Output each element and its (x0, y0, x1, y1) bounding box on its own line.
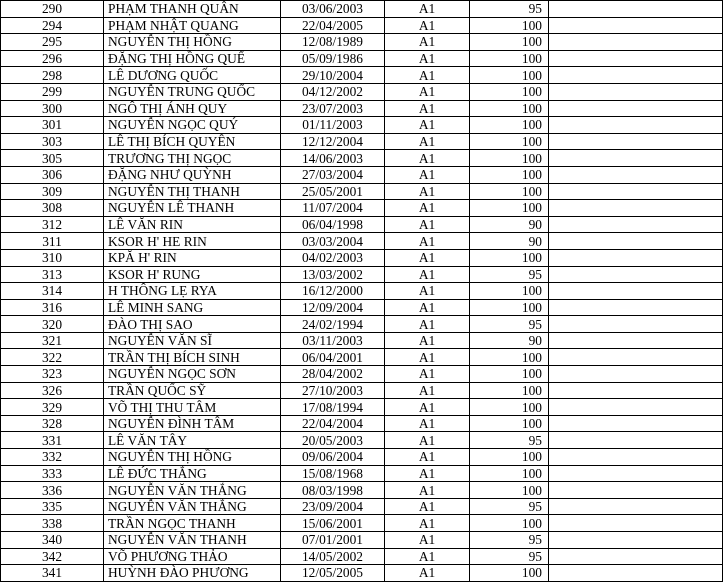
cell-empty (549, 565, 723, 582)
cell-full-name: LÊ MINH SANG (104, 299, 281, 316)
table-row (1, 1, 723, 18)
cell-full-name: LÊ THỊ BÍCH QUYÊN (104, 133, 281, 150)
cell-level: A1 (385, 117, 470, 134)
table-row (1, 465, 723, 482)
cell-level: A1 (385, 532, 470, 549)
cell-birth-date: 07/01/2001 (281, 532, 385, 549)
cell-level: A1 (385, 67, 470, 84)
cell-full-name: LÊ VĂN RIN (104, 216, 281, 233)
cell-full-name: LÊ DƯƠNG QUỐC (104, 67, 281, 84)
cell-birth-date: 14/05/2002 (281, 548, 385, 565)
table-row (1, 17, 723, 34)
cell-empty (549, 399, 723, 416)
cell-full-name: TRẦN THỊ BÍCH SINH (104, 349, 281, 366)
cell-birth-date: 06/04/2001 (281, 349, 385, 366)
cell-empty (549, 332, 723, 349)
cell-number: 341 (1, 565, 104, 582)
cell-score: 100 (470, 366, 549, 383)
cell-birth-date: 04/02/2003 (281, 249, 385, 266)
cell-birth-date: 03/11/2003 (281, 332, 385, 349)
cell-birth-date: 11/07/2004 (281, 200, 385, 217)
cell-number: 311 (1, 233, 104, 250)
cell-birth-date: 05/09/1986 (281, 50, 385, 67)
cell-number: 335 (1, 498, 104, 515)
cell-empty (549, 183, 723, 200)
cell-score: 90 (470, 332, 549, 349)
cell-full-name: TRƯƠNG THỊ NGỌC (104, 150, 281, 167)
cell-score: 100 (470, 200, 549, 217)
cell-number: 338 (1, 515, 104, 532)
cell-level: A1 (385, 100, 470, 117)
table-row (1, 548, 723, 565)
cell-number: 310 (1, 249, 104, 266)
cell-score: 95 (470, 1, 549, 18)
cell-full-name: NGUYỄN THỊ HỒNG (104, 449, 281, 466)
cell-number: 322 (1, 349, 104, 366)
cell-full-name: TRẦN NGỌC THANH (104, 515, 281, 532)
cell-score: 90 (470, 233, 549, 250)
table-row (1, 100, 723, 117)
cell-score: 90 (470, 216, 549, 233)
cell-full-name: NGUYỄN LÊ THANH (104, 200, 281, 217)
cell-full-name: NGUYỄN ĐÌNH TÂM (104, 415, 281, 432)
cell-score: 100 (470, 249, 549, 266)
cell-birth-date: 24/02/1994 (281, 316, 385, 333)
table-row (1, 200, 723, 217)
cell-number: 342 (1, 548, 104, 565)
table-row (1, 50, 723, 67)
cell-number: 299 (1, 83, 104, 100)
cell-birth-date: 15/08/1968 (281, 465, 385, 482)
cell-birth-date: 23/07/2003 (281, 100, 385, 117)
cell-number: 309 (1, 183, 104, 200)
cell-full-name: NGUYỄN VĂN THẮNG (104, 482, 281, 499)
cell-score: 95 (470, 532, 549, 549)
cell-empty (549, 382, 723, 399)
cell-empty (549, 117, 723, 134)
cell-birth-date: 17/08/1994 (281, 399, 385, 416)
cell-full-name: LÊ ĐỨC THẮNG (104, 465, 281, 482)
cell-full-name: NGUYỄN VĂN THẮNG (104, 498, 281, 515)
cell-level: A1 (385, 266, 470, 283)
cell-level: A1 (385, 183, 470, 200)
cell-birth-date: 15/06/2001 (281, 515, 385, 532)
table-row (1, 382, 723, 399)
cell-full-name: NGUYỄN TRUNG QUỐC (104, 83, 281, 100)
table-row (1, 415, 723, 432)
cell-number: 316 (1, 299, 104, 316)
table-row (1, 34, 723, 51)
table-row (1, 266, 723, 283)
cell-level: A1 (385, 17, 470, 34)
cell-full-name: KSOR H' HE RIN (104, 233, 281, 250)
cell-empty (549, 150, 723, 167)
cell-number: 300 (1, 100, 104, 117)
cell-empty (549, 548, 723, 565)
cell-full-name: ĐẶNG THỊ HỒNG QUẾ (104, 50, 281, 67)
cell-full-name: NGUYỄN THỊ THANH (104, 183, 281, 200)
cell-birth-date: 12/08/1989 (281, 34, 385, 51)
cell-empty (549, 266, 723, 283)
cell-empty (549, 366, 723, 383)
cell-score: 100 (470, 515, 549, 532)
cell-empty (549, 17, 723, 34)
cell-number: 295 (1, 34, 104, 51)
cell-number: 312 (1, 216, 104, 233)
cell-level: A1 (385, 216, 470, 233)
cell-number: 308 (1, 200, 104, 217)
cell-number: 313 (1, 266, 104, 283)
cell-score: 100 (470, 117, 549, 134)
cell-score: 100 (470, 67, 549, 84)
table-row (1, 133, 723, 150)
cell-empty (549, 465, 723, 482)
cell-score: 100 (470, 166, 549, 183)
cell-level: A1 (385, 83, 470, 100)
cell-birth-date: 20/05/2003 (281, 432, 385, 449)
cell-score: 100 (470, 150, 549, 167)
table-row (1, 316, 723, 333)
cell-level: A1 (385, 150, 470, 167)
cell-level: A1 (385, 249, 470, 266)
cell-level: A1 (385, 449, 470, 466)
cell-number: 303 (1, 133, 104, 150)
table-row (1, 67, 723, 84)
cell-empty (549, 283, 723, 300)
cell-score: 100 (470, 133, 549, 150)
cell-level: A1 (385, 382, 470, 399)
cell-level: A1 (385, 515, 470, 532)
cell-empty (549, 249, 723, 266)
cell-level: A1 (385, 34, 470, 51)
table-row (1, 366, 723, 383)
cell-score: 100 (470, 183, 549, 200)
cell-number: 333 (1, 465, 104, 482)
table-row (1, 399, 723, 416)
cell-empty (549, 515, 723, 532)
cell-empty (549, 100, 723, 117)
cell-birth-date: 12/05/2005 (281, 565, 385, 582)
cell-score: 100 (470, 100, 549, 117)
cell-level: A1 (385, 366, 470, 383)
cell-full-name: KPĂ H' RIN (104, 249, 281, 266)
cell-score: 100 (470, 399, 549, 416)
cell-number: 294 (1, 17, 104, 34)
cell-full-name: VÕ PHƯƠNG THẢO (104, 548, 281, 565)
cell-level: A1 (385, 50, 470, 67)
cell-level: A1 (385, 548, 470, 565)
cell-empty (549, 166, 723, 183)
cell-level: A1 (385, 498, 470, 515)
cell-number: 321 (1, 332, 104, 349)
cell-empty (549, 316, 723, 333)
cell-level: A1 (385, 233, 470, 250)
cell-number: 290 (1, 1, 104, 18)
cell-empty (549, 432, 723, 449)
cell-empty (549, 299, 723, 316)
cell-birth-date: 22/04/2005 (281, 17, 385, 34)
cell-full-name: PHẠM THANH QUÂN (104, 1, 281, 18)
cell-empty (549, 133, 723, 150)
cell-birth-date: 01/11/2003 (281, 117, 385, 134)
table-row (1, 482, 723, 499)
cell-level: A1 (385, 316, 470, 333)
table-row (1, 233, 723, 250)
cell-score: 100 (470, 465, 549, 482)
cell-number: 298 (1, 67, 104, 84)
cell-empty (549, 34, 723, 51)
cell-full-name: LÊ VĂN TÂY (104, 432, 281, 449)
cell-number: 320 (1, 316, 104, 333)
table-row (1, 565, 723, 582)
cell-full-name: ĐÀO THỊ SAO (104, 316, 281, 333)
cell-empty (549, 233, 723, 250)
table-row (1, 332, 723, 349)
cell-level: A1 (385, 415, 470, 432)
cell-level: A1 (385, 200, 470, 217)
cell-full-name: ĐẶNG NHƯ QUỲNH (104, 166, 281, 183)
cell-empty (549, 216, 723, 233)
cell-level: A1 (385, 482, 470, 499)
cell-level: A1 (385, 283, 470, 300)
cell-empty (549, 67, 723, 84)
cell-birth-date: 03/03/2004 (281, 233, 385, 250)
cell-full-name: H THÔNG LẸ RYA (104, 283, 281, 300)
cell-level: A1 (385, 565, 470, 582)
cell-empty (549, 498, 723, 515)
cell-score: 95 (470, 498, 549, 515)
cell-empty (549, 50, 723, 67)
table-row (1, 532, 723, 549)
cell-score: 100 (470, 449, 549, 466)
cell-number: 326 (1, 382, 104, 399)
table-row (1, 183, 723, 200)
cell-birth-date: 14/06/2003 (281, 150, 385, 167)
cell-level: A1 (385, 1, 470, 18)
cell-full-name: NGUYỄN VĂN SĨ (104, 332, 281, 349)
cell-level: A1 (385, 349, 470, 366)
cell-birth-date: 12/09/2004 (281, 299, 385, 316)
cell-empty (549, 200, 723, 217)
cell-birth-date: 08/03/1998 (281, 482, 385, 499)
cell-birth-date: 29/10/2004 (281, 67, 385, 84)
cell-score: 95 (470, 316, 549, 333)
cell-number: 340 (1, 532, 104, 549)
cell-birth-date: 27/10/2003 (281, 382, 385, 399)
cell-level: A1 (385, 299, 470, 316)
cell-birth-date: 03/06/2003 (281, 1, 385, 18)
cell-empty (549, 532, 723, 549)
table-row (1, 249, 723, 266)
cell-number: 306 (1, 166, 104, 183)
cell-score: 100 (470, 415, 549, 432)
cell-full-name: NGUYỄN THỊ HỒNG (104, 34, 281, 51)
cell-number: 305 (1, 150, 104, 167)
cell-number: 332 (1, 449, 104, 466)
cell-birth-date: 22/04/2004 (281, 415, 385, 432)
cell-full-name: TRẦN QUỐC SỸ (104, 382, 281, 399)
cell-full-name: HUỲNH ĐÀO PHƯƠNG (104, 565, 281, 582)
cell-birth-date: 13/03/2002 (281, 266, 385, 283)
cell-full-name: KSOR H' RUNG (104, 266, 281, 283)
cell-number: 296 (1, 50, 104, 67)
cell-score: 95 (470, 266, 549, 283)
table-row (1, 150, 723, 167)
cell-empty (549, 449, 723, 466)
table-row (1, 117, 723, 134)
cell-birth-date: 25/05/2001 (281, 183, 385, 200)
cell-level: A1 (385, 332, 470, 349)
cell-empty (549, 482, 723, 499)
cell-birth-date: 23/09/2004 (281, 498, 385, 515)
cell-level: A1 (385, 399, 470, 416)
table-row (1, 283, 723, 300)
cell-birth-date: 12/12/2004 (281, 133, 385, 150)
table-row (1, 349, 723, 366)
cell-number: 328 (1, 415, 104, 432)
table-row (1, 299, 723, 316)
cell-score: 100 (470, 299, 549, 316)
cell-full-name: NGUYỄN NGỌC QUÝ (104, 117, 281, 134)
cell-full-name: VÕ THỊ THU TÂM (104, 399, 281, 416)
cell-full-name: NGUYỄN NGỌC SƠN (104, 366, 281, 383)
cell-level: A1 (385, 133, 470, 150)
cell-birth-date: 28/04/2002 (281, 366, 385, 383)
table-row (1, 83, 723, 100)
table-row (1, 498, 723, 515)
cell-level: A1 (385, 465, 470, 482)
cell-score: 100 (470, 34, 549, 51)
cell-score: 100 (470, 83, 549, 100)
cell-birth-date: 16/12/2000 (281, 283, 385, 300)
cell-full-name: NGÔ THỊ ÁNH QUY (104, 100, 281, 117)
cell-empty (549, 83, 723, 100)
cell-score: 100 (470, 283, 549, 300)
cell-level: A1 (385, 432, 470, 449)
cell-empty (549, 349, 723, 366)
cell-score: 100 (470, 565, 549, 582)
cell-number: 314 (1, 283, 104, 300)
cell-birth-date: 27/03/2004 (281, 166, 385, 183)
cell-empty (549, 1, 723, 18)
cell-full-name: PHẠM NHẬT QUANG (104, 17, 281, 34)
table-row (1, 216, 723, 233)
table-row (1, 432, 723, 449)
cell-number: 301 (1, 117, 104, 134)
cell-score: 95 (470, 548, 549, 565)
table-row (1, 166, 723, 183)
table-row (1, 449, 723, 466)
cell-score: 95 (470, 432, 549, 449)
cell-number: 329 (1, 399, 104, 416)
cell-score: 100 (470, 17, 549, 34)
cell-score: 100 (470, 349, 549, 366)
cell-level: A1 (385, 166, 470, 183)
cell-score: 100 (470, 50, 549, 67)
cell-birth-date: 04/12/2002 (281, 83, 385, 100)
cell-number: 336 (1, 482, 104, 499)
results-table-body (1, 1, 723, 582)
cell-score: 100 (470, 482, 549, 499)
cell-score: 100 (470, 382, 549, 399)
cell-birth-date: 06/04/1998 (281, 216, 385, 233)
cell-full-name: NGUYỄN VĂN THANH (104, 532, 281, 549)
cell-number: 331 (1, 432, 104, 449)
cell-number: 323 (1, 366, 104, 383)
cell-birth-date: 09/06/2004 (281, 449, 385, 466)
table-row (1, 515, 723, 532)
cell-empty (549, 415, 723, 432)
